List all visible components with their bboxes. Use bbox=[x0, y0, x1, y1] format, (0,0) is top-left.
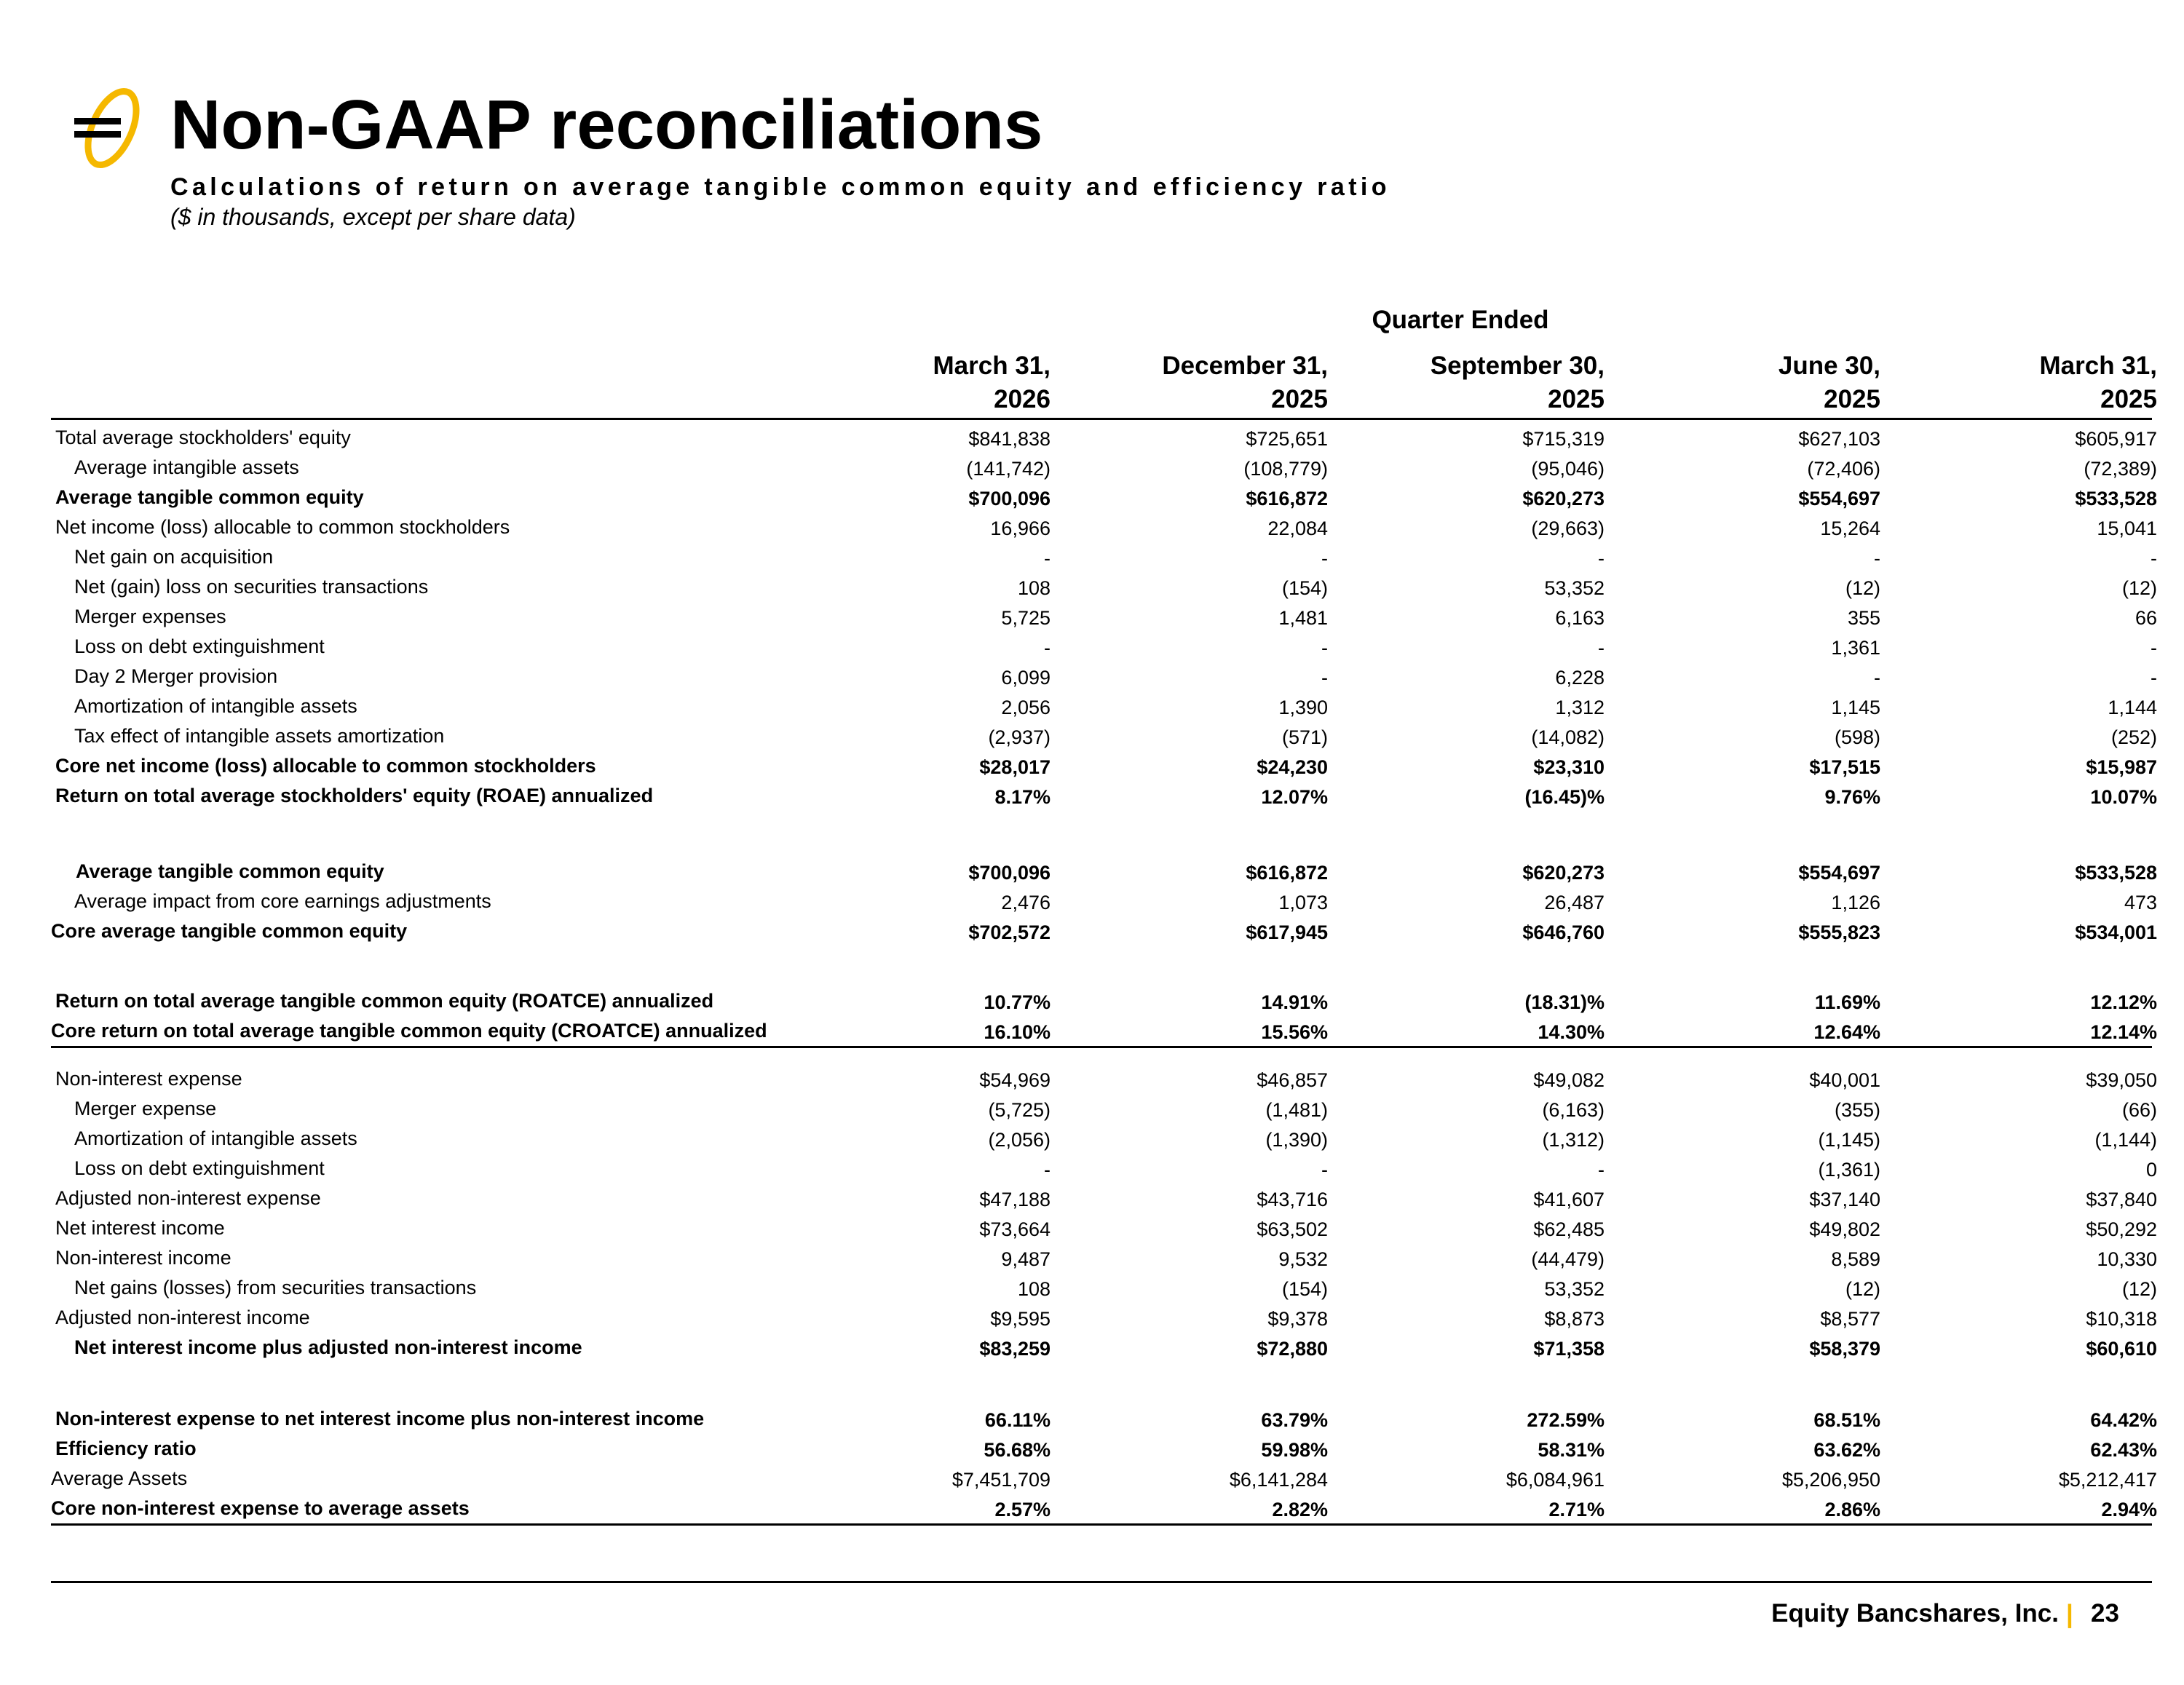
row-label: Non-interest expense bbox=[55, 1068, 242, 1090]
column-header-line1: June 30, bbox=[1778, 352, 1880, 380]
table-cell: 56.68% bbox=[984, 1439, 1051, 1461]
table-cell: 53,352 bbox=[1544, 1278, 1605, 1300]
table-cell: $627,103 bbox=[1798, 428, 1880, 450]
row-label: Average impact from core earnings adjustments bbox=[74, 890, 491, 912]
column-header-line2: 2025 bbox=[1548, 385, 1605, 413]
table-cell: $8,873 bbox=[1544, 1308, 1605, 1330]
table-cell: $620,273 bbox=[1522, 488, 1605, 510]
table-cell: 1,312 bbox=[1555, 697, 1605, 718]
table-cell: 8,589 bbox=[1831, 1248, 1880, 1270]
table-cell: (252) bbox=[2110, 726, 2157, 748]
table-cell: $533,528 bbox=[2075, 488, 2157, 510]
table-cell: - bbox=[1598, 547, 1605, 569]
column-header bbox=[1342, 349, 1605, 416]
table-cell: 9,532 bbox=[1278, 1248, 1328, 1270]
row-label: Core return on total average tangible common equity (CROATCE) annualized bbox=[51, 1020, 767, 1042]
table-cell: (154) bbox=[1281, 1278, 1328, 1300]
table-cell: (1,361) bbox=[1818, 1159, 1880, 1181]
table-cell: $700,096 bbox=[968, 488, 1051, 510]
table-row bbox=[0, 1126, 2184, 1155]
row-label: Return on total average stockholders' equity (ROAE) annualized bbox=[55, 785, 654, 806]
table-cell: 2.86% bbox=[1824, 1499, 1880, 1521]
row-label: Net gain on acquisition bbox=[74, 546, 274, 568]
table-row bbox=[0, 1096, 2184, 1125]
table-cell: $47,188 bbox=[979, 1189, 1051, 1210]
row-label: Efficiency ratio bbox=[55, 1438, 197, 1459]
table-cell: 64.42% bbox=[2090, 1409, 2157, 1431]
row-label: Adjusted non-interest expense bbox=[55, 1187, 321, 1209]
table-row bbox=[0, 515, 2184, 544]
table-cell: 66.11% bbox=[984, 1409, 1051, 1431]
table-row bbox=[0, 485, 2184, 514]
table-cell: 1,144 bbox=[2108, 697, 2157, 718]
table-cell: $715,319 bbox=[1522, 428, 1605, 450]
table-cell: $71,358 bbox=[1533, 1338, 1605, 1360]
table-cell: 63.62% bbox=[1813, 1439, 1880, 1461]
table-cell: - bbox=[2151, 547, 2157, 569]
table-cell: $24,230 bbox=[1257, 756, 1328, 778]
table-cell: (1,144) bbox=[2094, 1129, 2157, 1151]
table-row bbox=[0, 723, 2184, 753]
table-cell: - bbox=[1874, 667, 1880, 689]
table-row bbox=[0, 1066, 2184, 1095]
table-cell: $46,857 bbox=[1257, 1069, 1328, 1091]
row-label: Loss on debt extinguishment bbox=[74, 1157, 325, 1179]
table-cell: $58,379 bbox=[1809, 1338, 1880, 1360]
table-cell: 2,476 bbox=[1001, 892, 1051, 913]
table-cell: 16.10% bbox=[984, 1021, 1051, 1043]
table-row bbox=[0, 1466, 2184, 1495]
table-cell: $23,310 bbox=[1533, 756, 1605, 778]
table-cell: $616,872 bbox=[1246, 862, 1328, 884]
table-cell: 108 bbox=[1017, 577, 1051, 599]
table-row bbox=[0, 664, 2184, 693]
column-header-line2: 2025 bbox=[1271, 385, 1328, 413]
column-header-line2: 2026 bbox=[994, 385, 1051, 413]
table-row bbox=[0, 753, 2184, 782]
table-cell: $49,802 bbox=[1809, 1218, 1880, 1240]
table-row bbox=[0, 1275, 2184, 1304]
table-cell: - bbox=[1321, 637, 1328, 659]
row-label: Adjusted non-interest income bbox=[55, 1307, 310, 1328]
table-cell: $43,716 bbox=[1257, 1189, 1328, 1210]
table-cell: (29,663) bbox=[1531, 518, 1605, 539]
table-row bbox=[0, 1018, 2184, 1047]
table-cell: (12) bbox=[1845, 577, 1880, 599]
table-cell: $60,610 bbox=[2086, 1338, 2157, 1360]
table-cell: 2.82% bbox=[1272, 1499, 1328, 1521]
table-cell: $41,607 bbox=[1533, 1189, 1605, 1210]
table-cell: 10.77% bbox=[984, 991, 1051, 1013]
table-cell: 66 bbox=[2134, 607, 2157, 629]
table-cell: 10.07% bbox=[2090, 786, 2157, 808]
table-cell: (141,742) bbox=[966, 458, 1051, 480]
table-cell: $702,572 bbox=[968, 921, 1051, 943]
table-cell: $83,259 bbox=[979, 1338, 1051, 1360]
table-row bbox=[0, 859, 2184, 888]
table-cell: $40,001 bbox=[1809, 1069, 1880, 1091]
table-cell: - bbox=[1044, 547, 1051, 569]
table-cell: $6,084,961 bbox=[1506, 1469, 1605, 1491]
table-cell: 62.43% bbox=[2090, 1439, 2157, 1461]
table-cell: (1,312) bbox=[1542, 1129, 1605, 1151]
row-label: Non-interest income bbox=[55, 1247, 232, 1269]
footer-separator: | bbox=[2066, 1600, 2073, 1628]
table-cell: $534,001 bbox=[2075, 921, 2157, 943]
table-cell: (12) bbox=[2121, 1278, 2157, 1300]
table-cell: $72,880 bbox=[1257, 1338, 1328, 1360]
table-row bbox=[0, 634, 2184, 663]
row-label: Return on total average tangible common equity (ROATCE) annualized bbox=[55, 990, 714, 1012]
column-header-line1: September 30, bbox=[1430, 352, 1605, 380]
table-cell: 63.79% bbox=[1261, 1409, 1328, 1431]
table-cell: 58.31% bbox=[1538, 1439, 1605, 1461]
row-label: Net interest income bbox=[55, 1217, 225, 1239]
table-cell: 2.57% bbox=[994, 1499, 1051, 1521]
table-cell: $17,515 bbox=[1809, 756, 1880, 778]
table-cell: (5,725) bbox=[988, 1099, 1051, 1121]
table-cell: 26,487 bbox=[1544, 892, 1605, 913]
row-label: Core non-interest expense to average assets bbox=[51, 1497, 470, 1519]
table-cell: 9,487 bbox=[1001, 1248, 1051, 1270]
table-cell: (1,145) bbox=[1818, 1129, 1880, 1151]
header-rule bbox=[51, 418, 2152, 420]
table-cell: $50,292 bbox=[2086, 1218, 2157, 1240]
table-cell: $49,082 bbox=[1533, 1069, 1605, 1091]
table-cell: - bbox=[1874, 547, 1880, 569]
table-cell: 1,361 bbox=[1831, 637, 1880, 659]
table-cell: 355 bbox=[1847, 607, 1880, 629]
row-label: Tax effect of intangible assets amortization bbox=[74, 725, 445, 747]
table-cell: $616,872 bbox=[1246, 488, 1328, 510]
table-cell: 12.64% bbox=[1813, 1021, 1880, 1043]
table-cell: (12) bbox=[2121, 577, 2157, 599]
table-cell: 15,041 bbox=[2097, 518, 2157, 539]
table-cell: $841,838 bbox=[968, 428, 1051, 450]
row-label: Average tangible common equity bbox=[76, 860, 384, 882]
table-cell: 22,084 bbox=[1267, 518, 1328, 539]
table-cell: $533,528 bbox=[2075, 862, 2157, 884]
company-name: Equity Bancshares, Inc. bbox=[1771, 1599, 2059, 1627]
table-cell: - bbox=[2151, 637, 2157, 659]
table-cell: 1,126 bbox=[1831, 892, 1880, 913]
table-cell: 2,056 bbox=[1001, 697, 1051, 718]
table-cell: 2.94% bbox=[2101, 1499, 2157, 1521]
table-cell: $73,664 bbox=[979, 1218, 1051, 1240]
table-cell: $63,502 bbox=[1257, 1218, 1328, 1240]
table-cell: $5,212,417 bbox=[2058, 1469, 2157, 1491]
table-cell: $7,451,709 bbox=[951, 1469, 1051, 1491]
table-cell: $9,595 bbox=[990, 1308, 1051, 1330]
table-cell: (2,056) bbox=[988, 1129, 1051, 1151]
table-cell: $39,050 bbox=[2086, 1069, 2157, 1091]
table-cell: (14,082) bbox=[1531, 726, 1605, 748]
table-cell: (44,479) bbox=[1531, 1248, 1605, 1270]
table-cell: 6,099 bbox=[1001, 667, 1051, 689]
units-note: ($ in thousands, except per share data) bbox=[170, 204, 576, 230]
table-row bbox=[0, 574, 2184, 603]
table-cell: 12.14% bbox=[2090, 1021, 2157, 1043]
row-label: Average intangible assets bbox=[74, 456, 299, 478]
row-label: Amortization of intangible assets bbox=[74, 1127, 357, 1149]
table-cell: - bbox=[1598, 637, 1605, 659]
column-header bbox=[1618, 349, 1880, 416]
group-header: Quarter Ended bbox=[1372, 306, 1549, 334]
table-cell: 5,725 bbox=[1001, 607, 1051, 629]
table-row bbox=[0, 455, 2184, 484]
table-row bbox=[0, 1305, 2184, 1334]
table-cell: $554,697 bbox=[1798, 862, 1880, 884]
table-cell: $15,987 bbox=[2086, 756, 2157, 778]
table-cell: 8.17% bbox=[994, 786, 1051, 808]
table-cell: 1,073 bbox=[1278, 892, 1328, 913]
table-cell: 1,145 bbox=[1831, 697, 1880, 718]
row-label: Merger expenses bbox=[74, 606, 226, 627]
table-row bbox=[0, 694, 2184, 723]
table-cell: (108,779) bbox=[1243, 458, 1328, 480]
table-cell: (1,481) bbox=[1265, 1099, 1328, 1121]
table-row bbox=[0, 1335, 2184, 1364]
table-cell: (12) bbox=[1845, 1278, 1880, 1300]
table-cell: $6,141,284 bbox=[1229, 1469, 1328, 1491]
footer-rule bbox=[51, 1581, 2152, 1583]
page-title: Non-GAAP reconciliations bbox=[170, 86, 1043, 164]
table-cell: - bbox=[1321, 547, 1328, 569]
table-row bbox=[0, 1436, 2184, 1465]
table-cell: 0 bbox=[2145, 1159, 2157, 1181]
table-cell: 11.69% bbox=[1814, 991, 1880, 1013]
column-header bbox=[1895, 349, 2157, 416]
table-cell: (571) bbox=[1281, 726, 1328, 748]
table-row bbox=[0, 1186, 2184, 1215]
table-cell: $554,697 bbox=[1798, 488, 1880, 510]
table-cell: $700,096 bbox=[968, 862, 1051, 884]
table-row bbox=[0, 1156, 2184, 1185]
row-label: Non-interest expense to net interest income plus non-interest income bbox=[55, 1408, 705, 1430]
table-cell: 272.59% bbox=[1527, 1409, 1605, 1431]
table-cell: 53,352 bbox=[1544, 577, 1605, 599]
row-label: Total average stockholders' equity bbox=[55, 427, 351, 448]
table-cell: 12.12% bbox=[2090, 991, 2157, 1013]
section-rule bbox=[51, 1046, 2152, 1048]
table-cell: 1,390 bbox=[1278, 697, 1328, 718]
table-cell: $37,840 bbox=[2086, 1189, 2157, 1210]
table-row bbox=[0, 1496, 2184, 1525]
table-cell: $28,017 bbox=[979, 756, 1051, 778]
table-cell: 12.07% bbox=[1261, 786, 1328, 808]
table-cell: - bbox=[2151, 667, 2157, 689]
table-cell: (72,389) bbox=[2084, 458, 2157, 480]
table-cell: 9.76% bbox=[1824, 786, 1880, 808]
table-cell: 2.71% bbox=[1548, 1499, 1605, 1521]
table-cell: 1,481 bbox=[1278, 607, 1328, 629]
table-cell: 108 bbox=[1017, 1278, 1051, 1300]
page-number: 23 bbox=[2091, 1599, 2119, 1627]
row-label: Average Assets bbox=[51, 1467, 188, 1489]
table-cell: $605,917 bbox=[2075, 428, 2157, 450]
table-cell: 68.51% bbox=[1813, 1409, 1880, 1431]
table-row bbox=[0, 783, 2184, 812]
column-header-line1: March 31, bbox=[933, 352, 1051, 380]
row-label: Merger expense bbox=[74, 1098, 217, 1119]
table-cell: $54,969 bbox=[979, 1069, 1051, 1091]
column-header-line2: 2025 bbox=[2100, 385, 2157, 413]
row-label: Loss on debt extinguishment bbox=[74, 635, 325, 657]
table-cell: (95,046) bbox=[1531, 458, 1605, 480]
column-header-line2: 2025 bbox=[1824, 385, 1880, 413]
table-row bbox=[0, 919, 2184, 948]
column-header bbox=[788, 349, 1051, 416]
column-header-line1: March 31, bbox=[2039, 352, 2157, 380]
table-cell: 10,330 bbox=[2097, 1248, 2157, 1270]
table-cell: 59.98% bbox=[1261, 1439, 1328, 1461]
table-cell: 6,163 bbox=[1555, 607, 1605, 629]
table-row bbox=[0, 1245, 2184, 1274]
row-label: Core average tangible common equity bbox=[51, 920, 408, 942]
row-label: Net (gain) loss on securities transactions bbox=[74, 576, 429, 598]
row-label: Day 2 Merger provision bbox=[74, 665, 278, 687]
table-cell: (2,937) bbox=[988, 726, 1051, 748]
table-cell: $646,760 bbox=[1522, 921, 1605, 943]
row-label: Amortization of intangible assets bbox=[74, 695, 357, 717]
table-cell: $8,577 bbox=[1820, 1308, 1880, 1330]
table-cell: 6,228 bbox=[1555, 667, 1605, 689]
table-cell: - bbox=[1321, 1159, 1328, 1181]
table-row bbox=[0, 889, 2184, 918]
table-cell: $617,945 bbox=[1246, 921, 1328, 943]
table-cell: (154) bbox=[1281, 577, 1328, 599]
table-row bbox=[0, 425, 2184, 454]
table-cell: $9,378 bbox=[1267, 1308, 1328, 1330]
row-label: Core net income (loss) allocable to common stockholders bbox=[55, 755, 596, 777]
table-cell: (72,406) bbox=[1807, 458, 1880, 480]
table-row bbox=[0, 1216, 2184, 1245]
table-cell: 14.30% bbox=[1538, 1021, 1605, 1043]
table-cell: (6,163) bbox=[1542, 1099, 1605, 1121]
table-cell: - bbox=[1044, 637, 1051, 659]
table-cell: (16.45)% bbox=[1524, 786, 1605, 808]
row-label: Net interest income plus adjusted non-interest income bbox=[74, 1336, 582, 1358]
table-cell: (1,390) bbox=[1265, 1129, 1328, 1151]
table-cell: - bbox=[1598, 1159, 1605, 1181]
table-cell: 16,966 bbox=[990, 518, 1051, 539]
table-cell: $555,823 bbox=[1798, 921, 1880, 943]
column-header bbox=[1066, 349, 1328, 416]
table-cell: (598) bbox=[1834, 726, 1880, 748]
table-cell: (66) bbox=[2121, 1099, 2157, 1121]
table-cell: 14.91% bbox=[1261, 991, 1328, 1013]
table-cell: $62,485 bbox=[1533, 1218, 1605, 1240]
table-cell: 15,264 bbox=[1820, 518, 1880, 539]
table-cell: 15.56% bbox=[1261, 1021, 1328, 1043]
table-bottom-rule bbox=[51, 1523, 2152, 1526]
table-cell: - bbox=[1044, 1159, 1051, 1181]
table-row bbox=[0, 544, 2184, 574]
equity-logo-icon bbox=[70, 86, 143, 173]
table-cell: $5,206,950 bbox=[1781, 1469, 1880, 1491]
table-cell: $620,273 bbox=[1522, 862, 1605, 884]
table-cell: (355) bbox=[1834, 1099, 1880, 1121]
table-row bbox=[0, 988, 2184, 1018]
table-row bbox=[0, 604, 2184, 633]
table-cell: 473 bbox=[2124, 892, 2157, 913]
page-subtitle: Calculations of return on average tangible common equity and efficiency ratio bbox=[170, 173, 1390, 201]
row-label: Average tangible common equity bbox=[55, 486, 364, 508]
table-cell: (18.31)% bbox=[1524, 991, 1605, 1013]
table-row bbox=[0, 1406, 2184, 1435]
row-label: Net income (loss) allocable to common stockholders bbox=[55, 516, 510, 538]
table-cell: - bbox=[1321, 667, 1328, 689]
table-cell: $37,140 bbox=[1809, 1189, 1880, 1210]
row-label: Net gains (losses) from securities transactions bbox=[74, 1277, 477, 1299]
table-cell: $725,651 bbox=[1246, 428, 1328, 450]
column-header-line1: December 31, bbox=[1162, 352, 1328, 380]
table-cell: $10,318 bbox=[2086, 1308, 2157, 1330]
